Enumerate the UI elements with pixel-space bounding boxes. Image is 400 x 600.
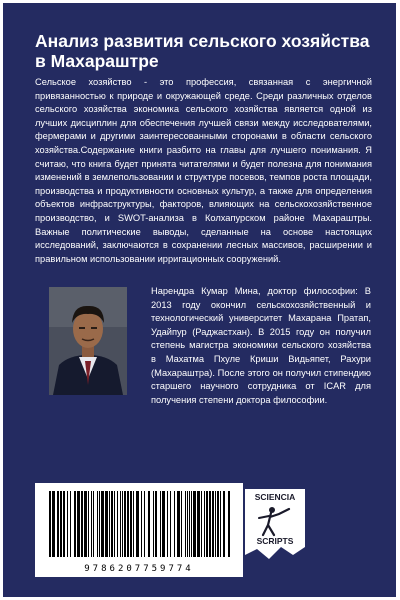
author-bio: Нарендра Кумар Мина, доктор философии: В 2013 году окончил сельскохозяйственный и технологический университет Махарана Пратап, Удайпур (Раджастхан). В 2015 году он получил степень магистра экономики сельского хозяйства в Махатма Пхуле Криши Видьяпет, Рахури (Махараштра). После этого он получил стипендию старшего научного сотрудника от ICAR для получения степени доктора философии. bbox=[151, 286, 371, 405]
isbn-digits: 9786207759774 bbox=[84, 564, 194, 574]
logo-text-top: SCIENCIA bbox=[254, 492, 296, 502]
publisher-logo bbox=[241, 485, 309, 565]
author-photo bbox=[49, 287, 127, 395]
book-description: Сельское хозяйство - это профессия, связанная с энергичной привязанностью к природе и окружающей среде. Среди различных отделов сельского хозяйства экономика сельского хозяйства является одной из лучших дисциплин для обеспечения лучшей связи между исследователями, фермерами и другими заинтересованными сторонами в области сельского хозяйства.Содержание книги разбито на главы для лучшего понимания. Я считаю, что книга будет принята читателями и будет полезна для понимания изменений в землепользовании и структуре посевов, темпов роста площади, производства и продуктивности основных культур, а также для определения объектов инфраструктуры, факторов, влияющих на сельскохозяйственное производство, и SWOT-анализа в Колхапурском районе Махараштры. Важные политические выводы, сделанные на основе настоящих исследований, заключаются в сохранении лесных массивов, расширении и правильном использовании ирригационных сооружений. bbox=[35, 77, 372, 264]
logo-text-bottom: SCRIPTS bbox=[256, 536, 294, 546]
back-cover bbox=[3, 3, 396, 597]
isbn-barcode bbox=[35, 483, 243, 577]
book-title: Анализ развития сельского хозяйства в Махараштре bbox=[35, 31, 370, 71]
